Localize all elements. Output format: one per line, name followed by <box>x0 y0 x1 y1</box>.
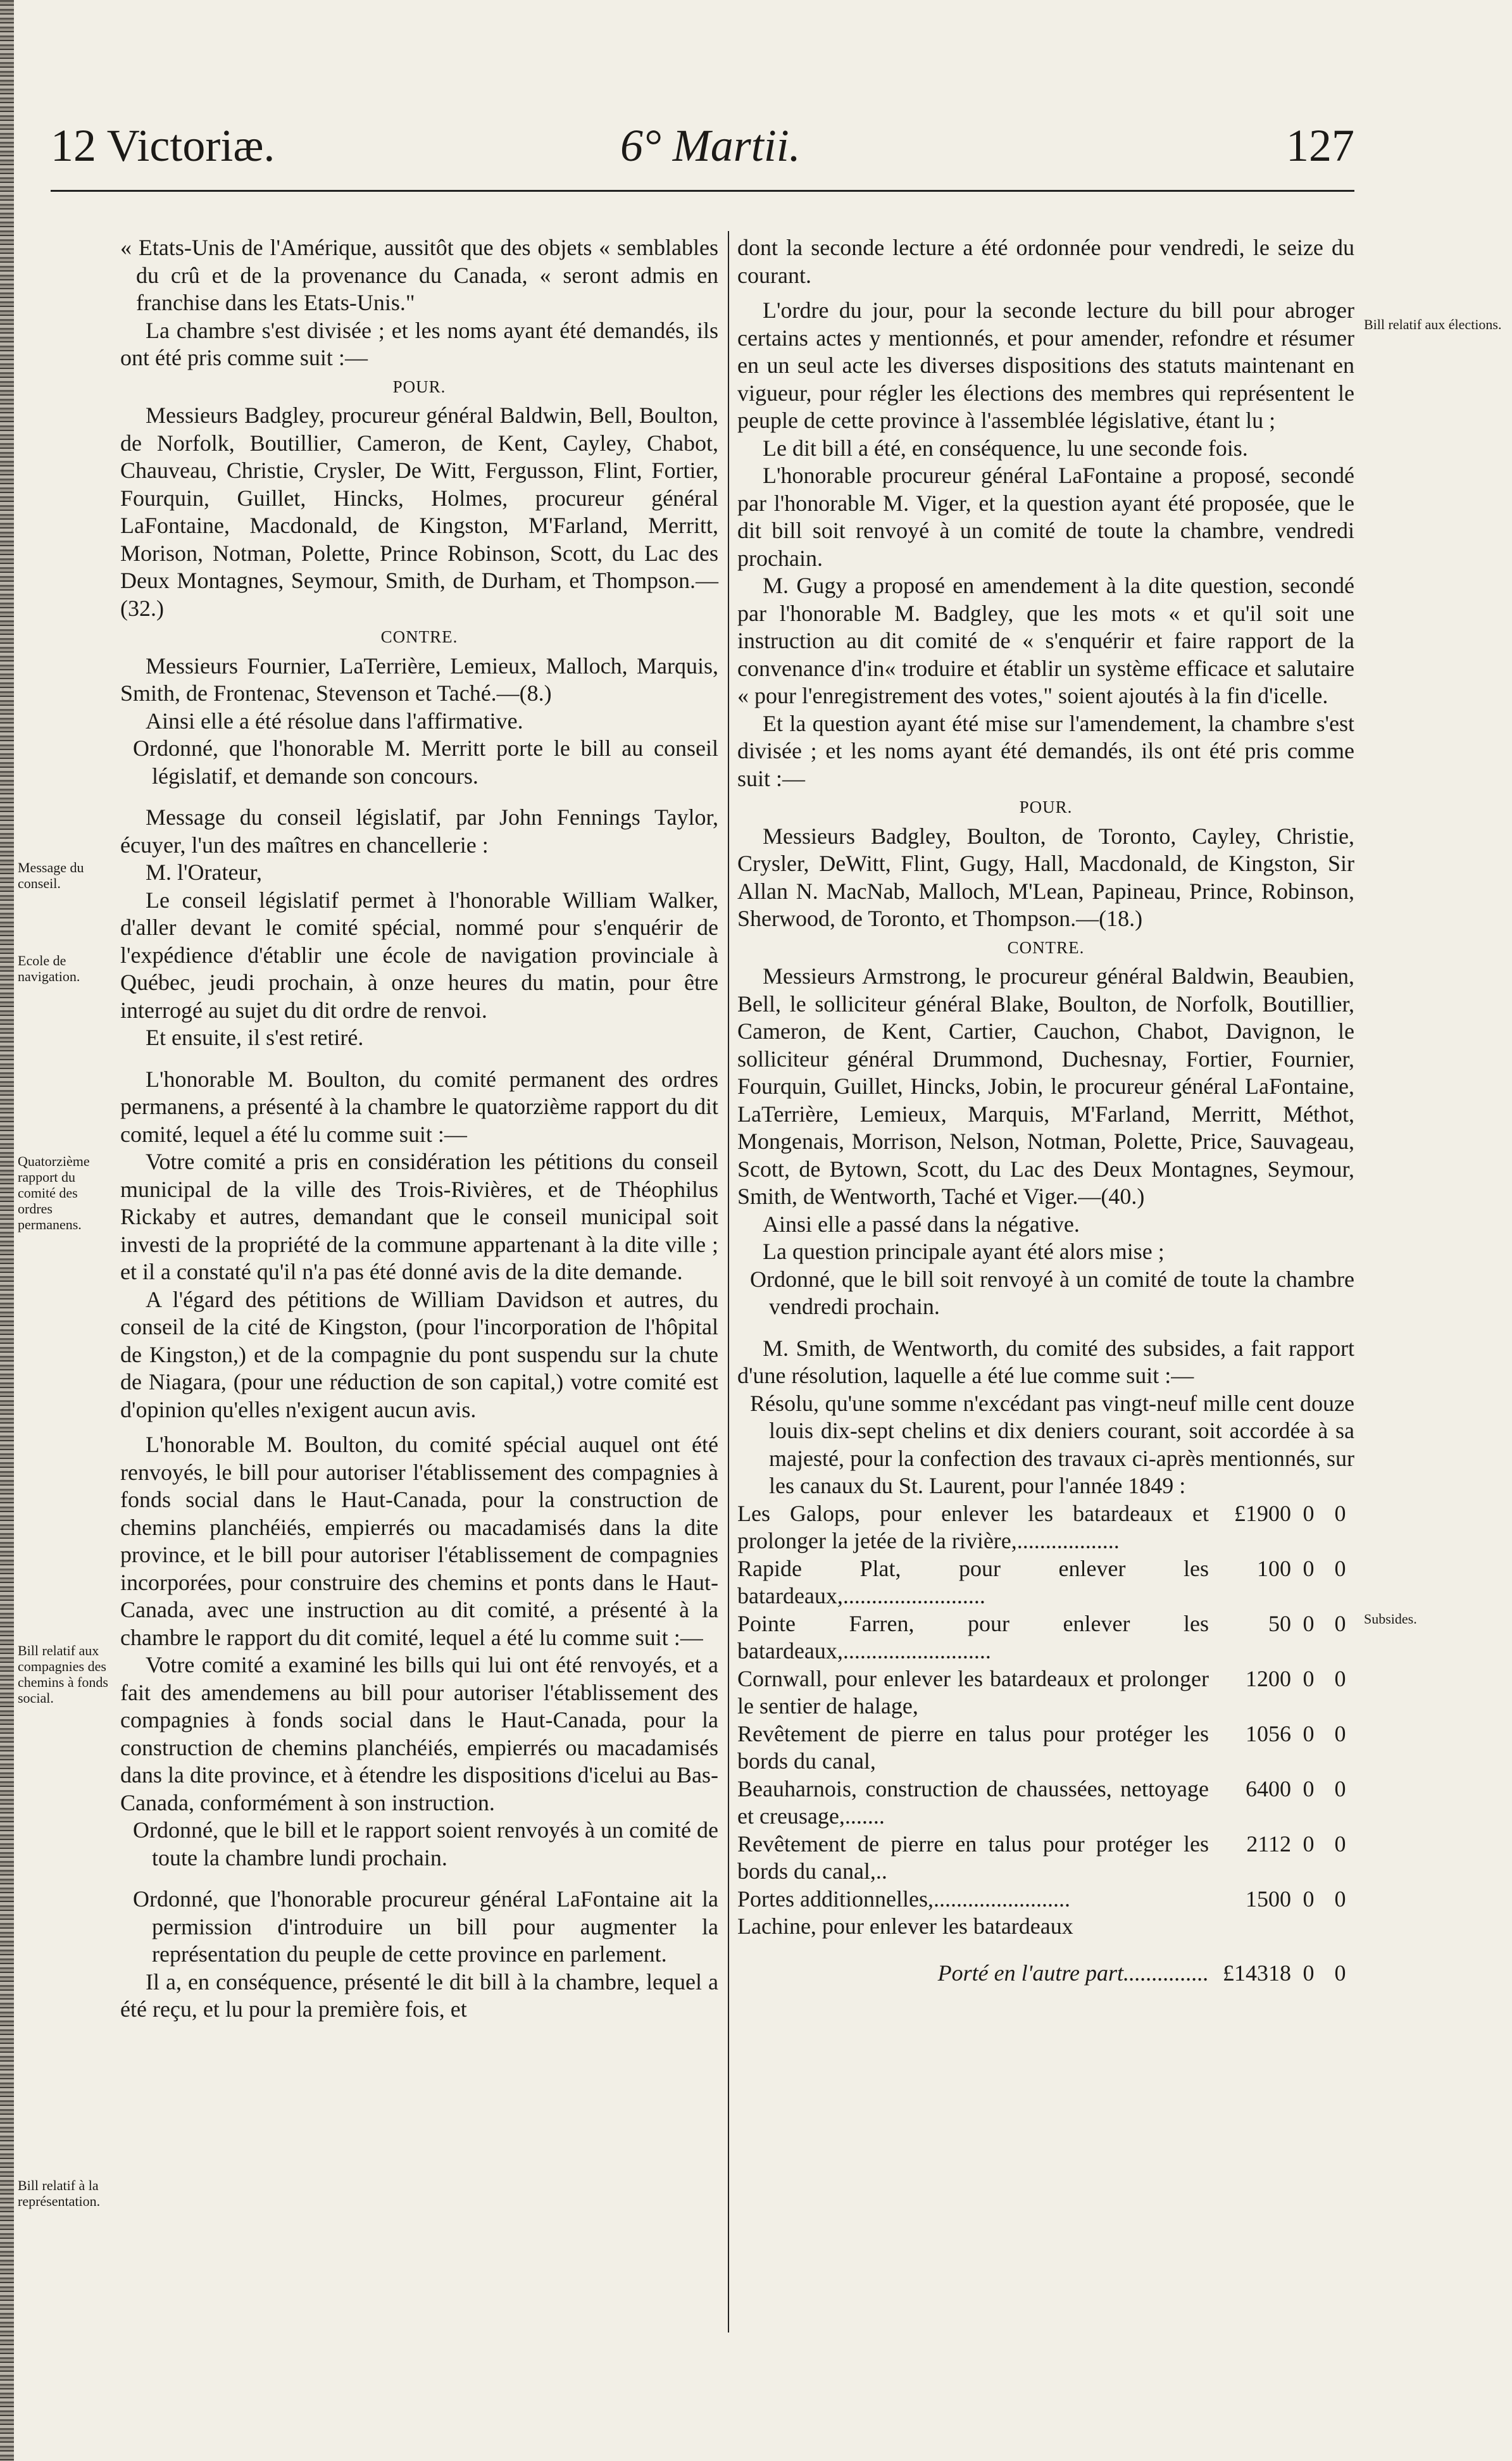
expenditure-pounds: 1200 <box>1246 1665 1291 1691</box>
expenditure-shillings: 0 <box>1303 1500 1315 1526</box>
paragraph: « Etats-Unis de l'Amérique, aussitôt que des objets « semblables du crû et de la provenance du Canada, « seront admis en franchise dans les Etats-Unis." <box>120 235 718 315</box>
expenditure-pounds: 50 <box>1268 1610 1291 1636</box>
paragraph: Le conseil législatif permet à l'honorable William Walker, d'aller devant le comité spécial, nommé pour s'enquérir de l'expédience d'établir une école de navigation provinciale à Québec, jeudi prochain, à onze heures du matin, pour être interrogé au sujet du dit ordre de renvoi. <box>120 887 718 1023</box>
total-label: Porté en l'autre part............... <box>937 1960 1209 1986</box>
expenditure-description: Portes additionnelles,........................ <box>737 1886 1070 1912</box>
expenditure-description: Revêtement de pierre en talus pour protéger les bords du canal, <box>737 1720 1209 1774</box>
expenditure-row <box>737 1886 1354 1913</box>
paragraph: Message du conseil législatif, par John Fennings Taylor, écuyer, l'un des maîtres en chancellerie : <box>120 805 718 858</box>
paragraph: La question principale ayant été alors mise ; <box>763 1239 1165 1264</box>
expenditure-shillings: 0 <box>1303 1775 1315 1801</box>
column-divider <box>728 231 729 2333</box>
spacer <box>120 790 718 804</box>
expenditure-shillings: 0 <box>1303 1831 1315 1857</box>
expenditure-shillings <box>1291 1913 1326 1941</box>
expenditure-pence <box>1326 1913 1354 1941</box>
paragraph: Ordonné, que l'honorable procureur général LaFontaine ait la permission d'introduire un bill pour augmenter la représentation du peuple de cette province en parlement. <box>133 1886 718 1967</box>
margin-note-rapport: Quatorzième rapport du comité des ordres permanens. <box>18 1153 90 1232</box>
margin-note-subsides: Subsides. <box>1364 1611 1417 1627</box>
expenditure-description: Rapide Plat, pour enlever les batardeaux,......................... <box>737 1555 1209 1608</box>
expenditure-description: Les Galops, pour enlever les batardeaux et prolonger la jetée de la rivière,.................. <box>737 1500 1209 1553</box>
right-column <box>737 234 1354 1987</box>
paragraph: Résolu, qu'une somme n'excédant pas vingt-neuf mille cent douze louis dix-sept chelins et dix deniers courant, soit accordée à sa majesté, pour la confection des travaux ci-après mentionnés, sur les canaux du St. Laurent, pour l'année 1849 : <box>750 1390 1354 1498</box>
paragraph: Messieurs Badgley, Boulton, de Toronto, Cayley, Christie, Crysler, DeWitt, Flint, Gugy, Hall, Macdonald, de Kingston, Sir Allan N. MacNab, Malloch, M'Lean, Papineau, Prince, Robinson, Sherwood, de Toronto, et Thompson.—(18.) <box>737 823 1354 931</box>
expenditure-pounds: 6400 <box>1246 1775 1291 1801</box>
vote-heading: POUR. <box>1019 798 1073 817</box>
spacer <box>120 1872 718 1886</box>
expenditure-row <box>737 1500 1354 1555</box>
expenditure-shillings: 0 <box>1303 1610 1315 1636</box>
expenditure-pence: 0 <box>1334 1831 1346 1857</box>
left-column <box>120 234 718 2024</box>
right-paragraphs <box>737 234 1354 1500</box>
paragraph: Votre comité a examiné les bills qui lui ont été renvoyés, et a fait des amendemens au bill pour autoriser l'établissement des compagnies à fonds social dans le Haut-Canada, pour la construction de chemins planchéiés, empierrés ou macadamisés dans la dite province, et à étendre les dispositions d'icelui au Bas-Canada, conformément à son instruction. <box>120 1652 718 1815</box>
expenditure-pence: 0 <box>1334 1775 1346 1801</box>
expenditure-shillings: 0 <box>1303 1886 1315 1912</box>
paragraph: M. l'Orateur, <box>146 860 262 885</box>
expenditure-table <box>737 1500 1354 1988</box>
paragraph: Ainsi elle a passé dans la négative. <box>763 1211 1080 1237</box>
expenditure-row <box>737 1831 1354 1886</box>
expenditure-pence: 0 <box>1334 1500 1346 1526</box>
paragraph: Ainsi elle a été résolue dans l'affirmative. <box>146 708 523 734</box>
header-date: 6° Martii. <box>620 120 801 171</box>
expenditure-pounds: 1500 <box>1246 1886 1291 1912</box>
expenditure-pounds: 1056 <box>1246 1720 1291 1746</box>
expenditure-pence: 0 <box>1334 1555 1346 1581</box>
expenditure-description: Beauharnois, construction de chaussées, nettoyage et creusage,....... <box>737 1775 1209 1829</box>
expenditure-pence: 0 <box>1334 1665 1346 1691</box>
vote-heading: POUR. <box>392 377 446 396</box>
expenditure-description: Pointe Farren, pour enlever les batardeaux,.......................... <box>737 1610 1209 1663</box>
paragraph: dont la seconde lecture a été ordonnée pour vendredi, le seize du courant. <box>737 235 1354 288</box>
paragraph: La chambre s'est divisée ; et les noms ayant été demandés, ils ont été pris comme suit :— <box>120 317 718 370</box>
expenditure-row <box>737 1720 1354 1775</box>
expenditure-pence: 0 <box>1334 1886 1346 1912</box>
paragraph: Et ensuite, il s'est retiré. <box>146 1025 364 1050</box>
paragraph: Et la question ayant été mise sur l'amendement, la chambre s'est divisée ; et les noms ayant été demandés, ils ont été pris comme suit :— <box>737 710 1354 791</box>
paragraph: Messieurs Badgley, procureur général Baldwin, Bell, Boulton, de Norfolk, Boutillier, Cameron, de Kent, Cayley, Chabot, Chauveau, Christie, Crysler, De Witt, Fergusson, Flint, Fortier, Fourquin, Guillet, Hincks, Holmes, procureur général LaFontaine, Macdonald, de Kingston, M'Farland, Merritt, Morison, Notman, Polette, Prince Robinson, Scott, du Lac des Deux Montagnes, Seymour, Smith, de Durham, et Thompson.—(32.) <box>120 403 718 621</box>
vote-heading: CONTRE. <box>380 627 458 646</box>
paragraph: Messieurs Armstrong, le procureur général Baldwin, Beaubien, Bell, le solliciteur général Blake, Boulton, de Norfolk, Boutillier, Cameron, de Kent, Cartier, Cauchon, Chabot, Davignon, le solliciteur général Drummond, Duchesnay, Fortier, Fournier, Fourquin, Guillet, Hincks, Jobin, le procureur général LaFontaine, LaTerrière, Lemieux, Marquis, M'Farland, Merritt, Méthot, Mongenais, Morrison, Nelson, Notman, Polette, Price, Sauvageau, Scott, de Bytown, Scott, du Lac des Deux Montagnes, Seymour, Smith, de Wentworth, Taché et Viger.—(40.) <box>737 963 1354 1209</box>
expenditure-row <box>737 1610 1354 1665</box>
expenditure-description: Cornwall, pour enlever les batardeaux et prolonger le sentier de halage, <box>737 1665 1209 1719</box>
paragraph: Il a, en conséquence, présenté le dit bill à la chambre, lequel a été reçu, et lu pour la première fois, et <box>120 1969 718 2022</box>
paragraph: M. Gugy a proposé en amendement à la dite question, secondé par l'honorable M. Badgley, que les mots « et qu'il soit une instruction au dit comité de « s'enquérir et faire rapport de la convenance d'in« troduire et établir un système efficace et salutaire « pour l'enregistrement des votes," soient ajoutés à la fin d'icelle. <box>737 573 1354 708</box>
page-binding-edge <box>0 0 14 2461</box>
expenditure-shillings: 0 <box>1303 1555 1315 1581</box>
paragraph: Ordonné, que le bill et le rapport soient renvoyés à un comité de toute la chambre lundi prochain. <box>133 1817 718 1870</box>
spacer <box>737 289 1354 297</box>
expenditure-pounds: 2112 <box>1246 1831 1291 1857</box>
header-rule <box>51 190 1354 192</box>
margin-note-navigation: Ecole de navigation. <box>18 953 80 984</box>
expenditure-row <box>737 1665 1354 1720</box>
paragraph: L'ordre du jour, pour la seconde lecture du bill pour abroger certains actes y mentionnés, et pour amender, refondre et résumer en un seul acte les diverses dispositions des statuts maintenant en vigueur, pour régler les élections des membres qui représentent le peuple de cette province à l'assemblée législative, étant lu ; <box>737 297 1354 433</box>
margin-note-representation: Bill relatif à la représentation. <box>18 2177 101 2209</box>
expenditure-description: Lachine, pour enlever les batardeaux <box>737 1913 1073 1939</box>
paragraph: Le dit bill a été, en conséquence, lu une seconde fois. <box>763 435 1248 461</box>
expenditure-shillings: 0 <box>1303 1720 1315 1746</box>
page-header <box>51 120 1354 190</box>
total-shillings: 0 <box>1303 1960 1315 1986</box>
expenditure-pence: 0 <box>1334 1610 1346 1636</box>
margin-note-chemins: Bill relatif aux compagnies des chemins à fonds social. <box>18 1643 108 1706</box>
paragraph: M. Smith, de Wentworth, du comité des subsides, a fait rapport d'une résolution, laquelle a été lue comme suit :— <box>737 1335 1354 1388</box>
spacer <box>120 1424 718 1431</box>
paragraph: Ordonné, que l'honorable M. Merritt porte le bill au conseil législatif, et demande son concours. <box>133 736 718 789</box>
total-row <box>737 1941 1354 1988</box>
expenditure-pounds: 100 <box>1257 1555 1291 1581</box>
paragraph: L'honorable M. Boulton, du comité permanent des ordres permanens, a présenté à la chambre le quatorzième rapport du dit comité, lequel a été lu comme suit :— <box>120 1066 718 1147</box>
total-pence: 0 <box>1334 1960 1346 1986</box>
expenditure-description: Revêtement de pierre en talus pour protéger les bords du canal,.. <box>737 1831 1209 1884</box>
expenditure-row <box>737 1913 1354 1941</box>
margin-note-message: Message du conseil. <box>18 860 84 891</box>
paragraph: Messieurs Fournier, LaTerrière, Lemieux, Malloch, Marquis, Smith, de Frontenac, Stevenson et Taché.—(8.) <box>120 653 718 706</box>
spacer <box>120 1052 718 1066</box>
expenditure-row <box>737 1555 1354 1610</box>
total-pounds: £14318 <box>1223 1960 1291 1986</box>
expenditure-pence: 0 <box>1334 1720 1346 1746</box>
spacer <box>737 1321 1354 1335</box>
expenditure-pounds: £1900 <box>1234 1500 1291 1526</box>
paragraph: L'honorable M. Boulton, du comité spécial auquel ont été renvoyés, le bill pour autoriser l'établissement des compagnies à fonds social dans le Haut-Canada, pour la construction de chemins planchéiés, empierrés ou macadamisés dans la dite province, et le bill pour autoriser l'établissement de compagnies incorporées, pour construire des chemins et ponts dans le Haut-Canada, avec une instruction au dit comité, a présenté à la chambre le rapport du dit comité, lequel a été lu comme suit :— <box>120 1432 718 1650</box>
vote-heading: CONTRE. <box>1007 937 1085 957</box>
expenditure-shillings: 0 <box>1303 1665 1315 1691</box>
expenditure-pounds <box>1209 1913 1291 1941</box>
margin-note-elections: Bill relatif aux élections. <box>1364 316 1502 332</box>
page-number: 127 <box>1286 120 1354 171</box>
paragraph: L'honorable procureur général LaFontaine a proposé, secondé par l'honorable M. Viger, et la question ayant été proposée, que le dit bill soit renvoyé à un comité de toute la chambre, vendredi prochain. <box>737 463 1354 571</box>
header-session: 12 Victoriæ. <box>51 120 275 171</box>
paragraph: A l'égard des pétitions de William Davidson et autres, du conseil de la cité de Kingston, (pour l'incorporation de l'hôpital de Kingston,) et de la compagnie du pont suspendu sur la chute de Niagara, (pour une réduction de son capital,) votre comité est d'opinion qu'elles n'exigent aucun avis. <box>120 1286 718 1422</box>
paragraph: Votre comité a pris en considération les pétitions du conseil municipal de la ville des Trois-Rivières, et de Théophilus Rickaby et autres, demandant que le conseil municipal soit investi de la propriété de la commune appartenant à la dite ville ; et il a constaté qu'il n'a pas été donné avis de la dite demande. <box>120 1149 718 1284</box>
expenditure-row <box>737 1775 1354 1831</box>
paragraph: Ordonné, que le bill soit renvoyé à un comité de toute la chambre vendredi prochain. <box>750 1266 1354 1319</box>
